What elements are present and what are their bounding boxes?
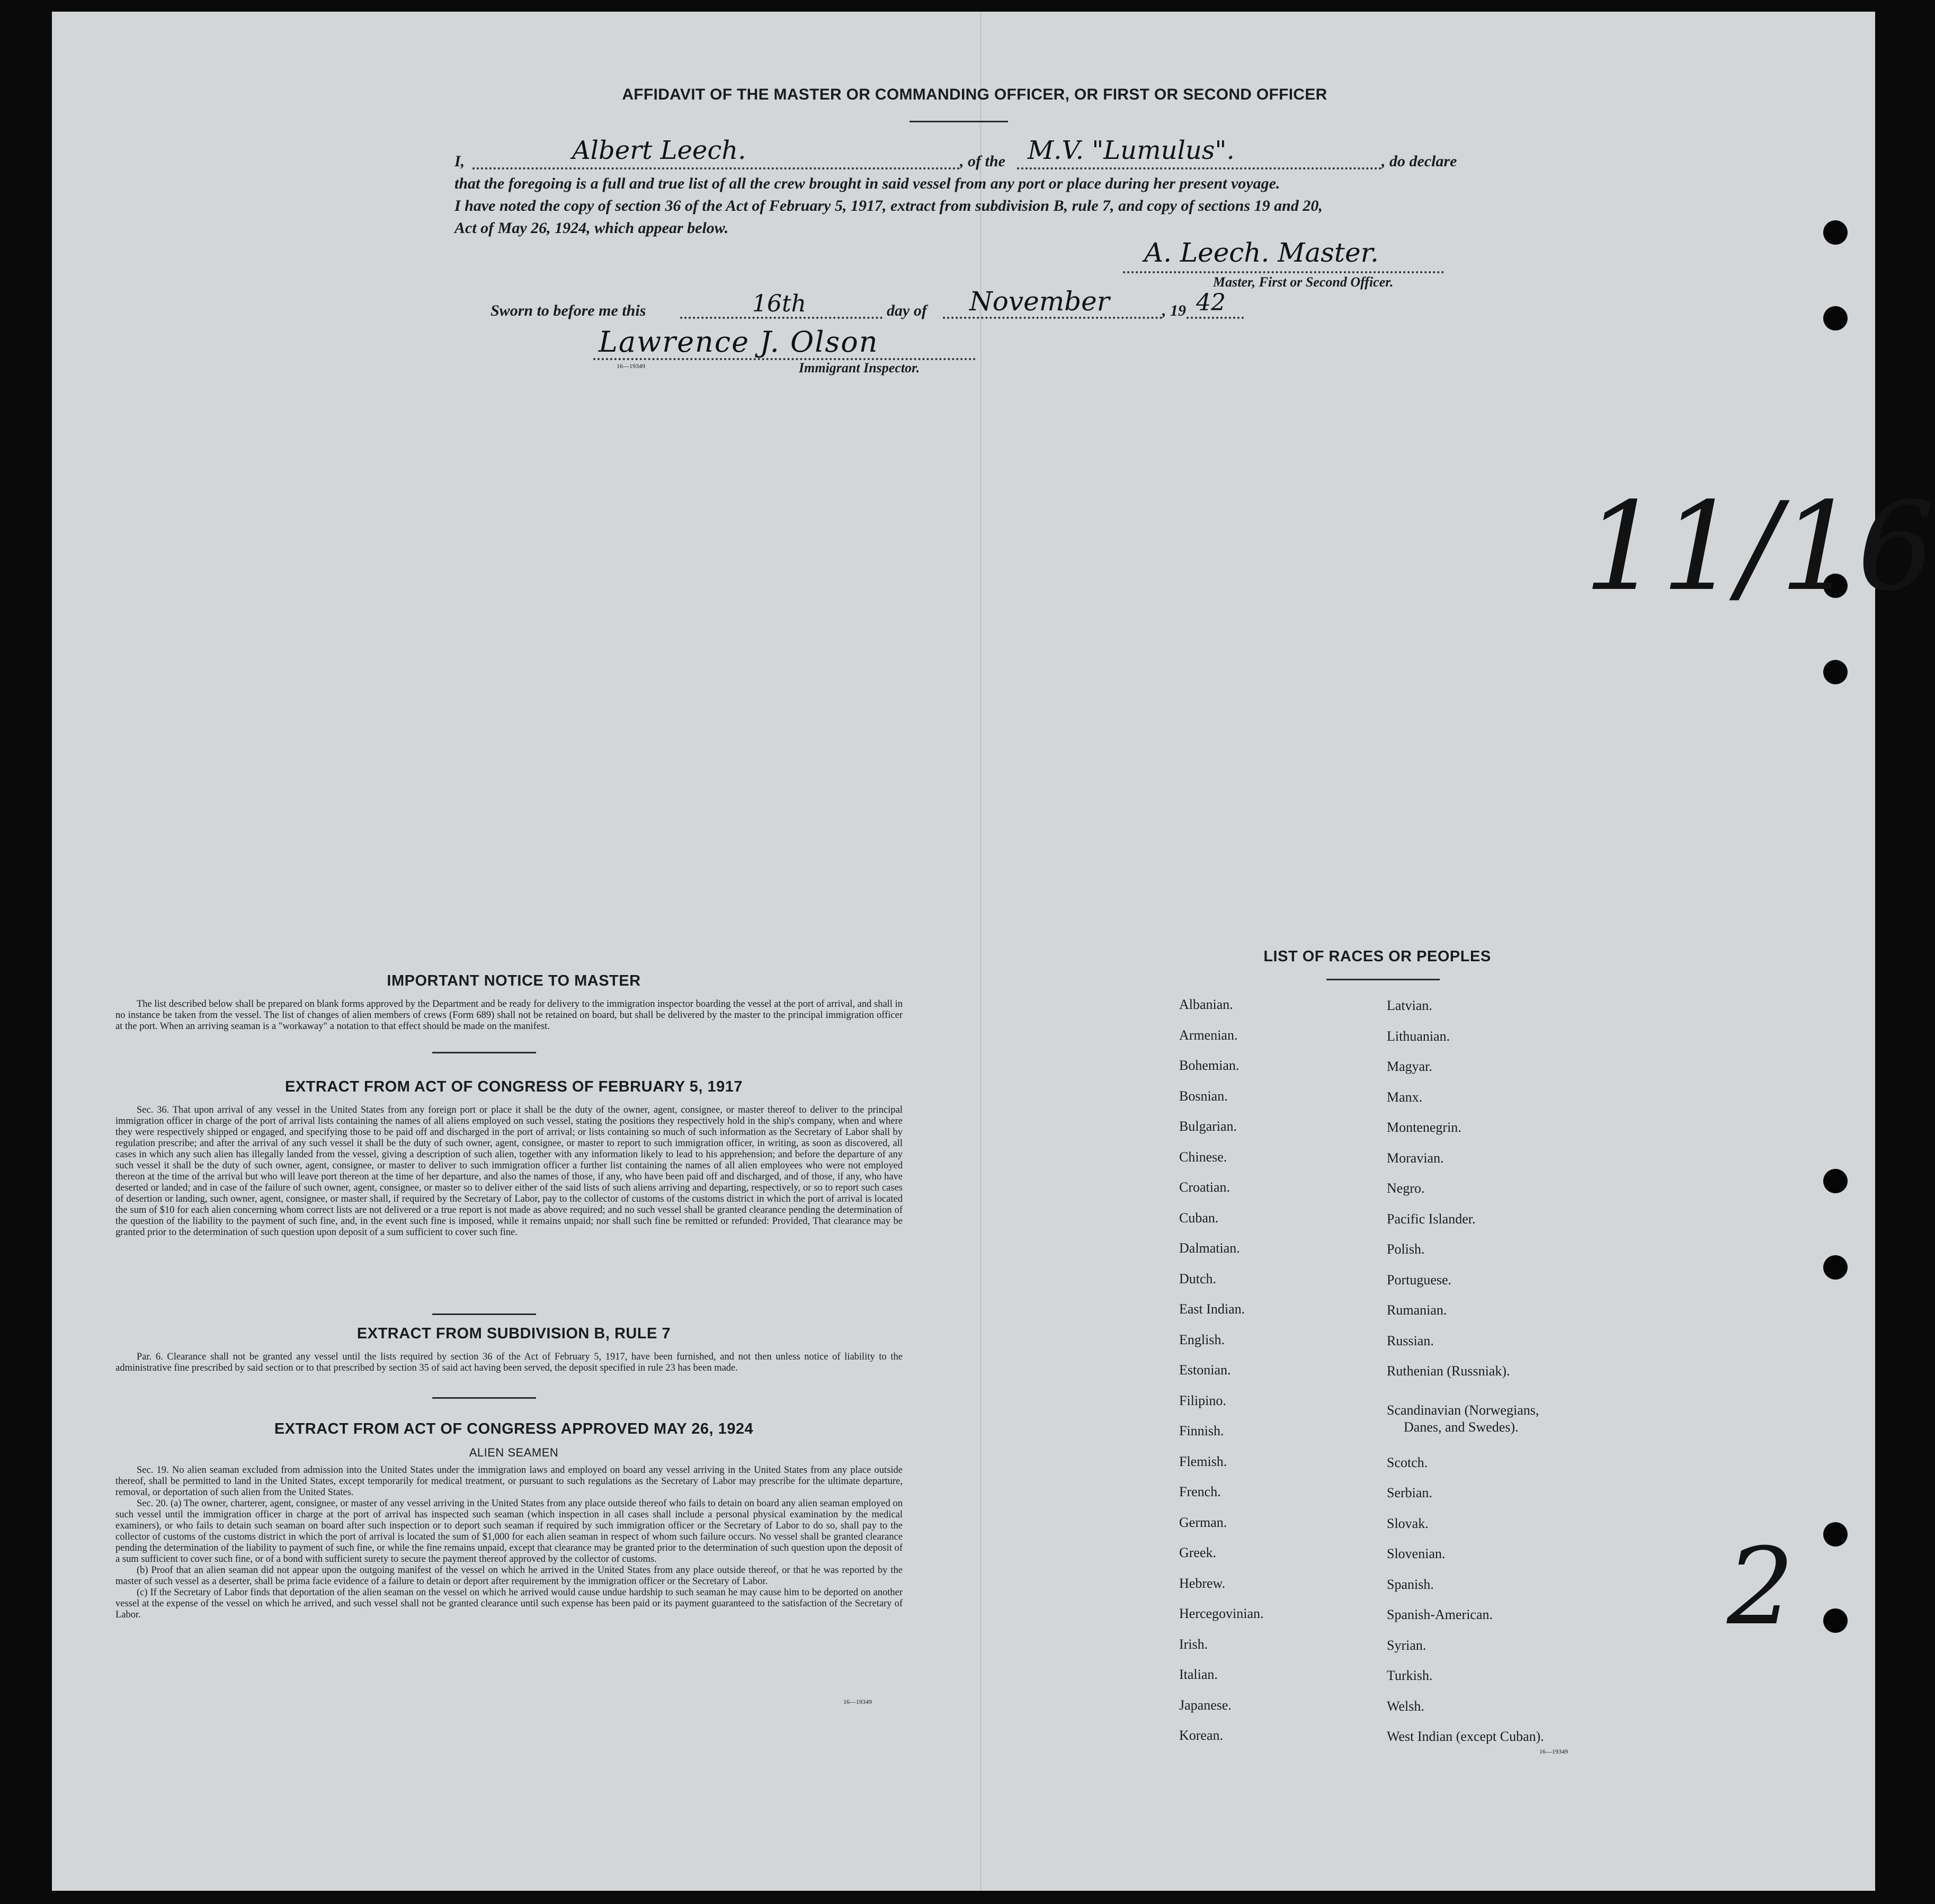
race-left-item: Greek. [1179, 1545, 1217, 1560]
race-left-item: Bulgarian. [1179, 1119, 1237, 1134]
notice-text: The list described below shall be prepared on blank forms approved by the Department and be ready for delivery to the immigration inspector boarding the vessel at the port of arrival, and shall in no instance be taken from the vessel. The list of changes of alien members of crews (Form 689) shall not be retained on board, but shall be delivered by the master to the principal immigration officer at the port. When an arriving seaman is a "workaway" a notation to that effect should be made on the manifest. [115, 999, 903, 1032]
binder-hole [1823, 1169, 1848, 1193]
race-right-item: Spanish-American. [1387, 1607, 1493, 1622]
master-signature: A. Leech. Master. [1144, 237, 1379, 268]
extract-1917-body [115, 1105, 903, 1238]
extract-1924-body [115, 1465, 903, 1621]
sworn-label: Sworn to before me this [491, 302, 646, 319]
affidavit-line-3: I have noted the copy of section 36 of the Act of February 5, 1917, extract from subdivision B, rule 7, and copy of sections 19 and 20, [454, 197, 1323, 214]
race-right-item: Syrian. [1387, 1638, 1426, 1653]
binder-hole [1823, 660, 1848, 684]
race-right-item: Slovenian. [1387, 1546, 1446, 1561]
inspector-signature: Lawrence J. Olson [599, 325, 879, 359]
section-20a-text: Sec. 20. (a) The owner, charterer, agent, consignee, or master of any vessel arriving in the United States from any place outside thereof who fails to detain on board any alien seaman employed on such vessel until the immigration officer in charge at the port of arrival has inspected such seaman (which inspection in all cases shall include a personal physical examination by the medical examiners), or who fails to detain such seaman on board after such inspection or to deport such seaman if required by such immigration officer or the Secretary of Labor to do so, shall pay to the collector of customs of the customs district in which the port of arrival is located the sum of $1,000 for each alien seaman in respect of whom such failure occurs. No vessel shall be granted clearance pending the determination of the liability to payment of such fine, or while the fine remains unpaid, except that clearance may be granted prior to the determination of such question upon the deposit of a sum sufficient to cover such fine, or of a bond with sufficient surety to secure the payment thereof approved by the collector of customs. [115, 1498, 903, 1565]
affidavit-line-4: Act of May 26, 1924, which appear below. [454, 219, 729, 237]
race-left-item: Dutch. [1179, 1271, 1217, 1286]
binder-hole [1823, 1255, 1848, 1280]
extract-1917-text: Sec. 36. That upon arrival of any vessel in the United States from any foreign port or place it shall be the duty of the owner, agent, consignee, or master thereof to deliver to the principal immigration officer in charge of the port of arrival lists containing the names of all aliens employed on such vessel, stating the positions they respectively hold in the ship's company, when and where they were respectively shipped or engaged, and specifying those to be paid off and discharged in the port of arrival; or lists containing so much of such information as the Secretary of Labor shall by regulation prescribe; and after the arrival of any such vessel it shall be the duty of such owner, agent, consignee, or master to report to such immigration officer, in writing, as soon as discovered, all cases in which any such alien has illegally landed from the vessel, giving a description of such alien, together with any information likely to lead to his apprehension; and before the departure of any such vessel it shall be the duty of such owner, agent, consignee, or master to deliver to such immigration officer a further list containing the names of all alien employees who were not employed thereon at the time of the arrival but who will leave port thereon at the time of her departure, and also the names of those, if any, who have been paid off and discharged, and of those, if any, who have deserted or landed; and in case of the failure of such owner, agent, consignee, or master so to deliver either of the said lists of such aliens arriving and departing, respectively, or so to report such cases of desertion or landing, such owner, agent, consignee, or master shall, if required by the Secretary of Labor, pay to the collector of customs of the customs district in which the port of arrival is located the sum of $10 for each alien concerning whom correct lists are not delivered or a true report is not made as above required; and no such vessel shall be granted clearance pending the determination of the question of the liability to the payment of such fine, and, in the event such fine is imposed, while it remains unpaid; nor shall such fine be remitted or refunded: Provided, That clearance may be granted prior to the determination of such question upon deposit of a sum sufficient to cover such fine. [115, 1105, 903, 1238]
sworn-year-line [1187, 317, 1244, 319]
race-left-item: Croatian. [1179, 1179, 1230, 1195]
race-right-item: Montenegrin. [1387, 1120, 1461, 1135]
master-signature-caption: Master, First or Second Officer. [1213, 274, 1394, 290]
race-left-item: Irish. [1179, 1637, 1208, 1652]
affidavit-title: AFFIDAVIT OF THE MASTER OR COMMANDING OFFICER, OR FIRST OR SECOND OFFICER [622, 86, 1327, 103]
inspector-caption: Immigrant Inspector. [799, 360, 920, 376]
race-left-item: Flemish. [1179, 1454, 1227, 1469]
i-label: I, [454, 153, 465, 170]
race-left-item: Estonian. [1179, 1362, 1231, 1378]
race-left-item: Hebrew. [1179, 1576, 1226, 1591]
section-divider [432, 1052, 536, 1053]
race-right-item: Serbian. [1387, 1485, 1432, 1500]
race-left-item: Korean. [1179, 1728, 1224, 1743]
race-left-item: Italian. [1179, 1667, 1218, 1682]
title-underline [909, 121, 1008, 122]
race-right-item: Scandinavian (Norwegians, [1387, 1402, 1539, 1418]
binder-hole [1823, 306, 1848, 330]
race-right-item: Rumanian. [1387, 1302, 1447, 1318]
race-right-item: Welsh. [1387, 1699, 1424, 1714]
vessel-name: M.V. "Lumulus". [1028, 136, 1235, 165]
race-right-item: Polish. [1387, 1241, 1425, 1257]
sworn-month: November [969, 286, 1110, 317]
sworn-year: 42 [1196, 289, 1226, 316]
races-form-number: 16—19349 [1539, 1748, 1568, 1755]
officer-name-line [472, 167, 960, 169]
race-right-item: Moravian. [1387, 1150, 1444, 1166]
race-right-item: Latvian. [1387, 998, 1432, 1013]
race-left-item: Cuban. [1179, 1210, 1219, 1226]
race-right-item: Slovak. [1387, 1516, 1429, 1531]
race-right-item: Lithuanian. [1387, 1029, 1450, 1044]
race-left-item: Bohemian. [1179, 1058, 1240, 1073]
race-right-item: Ruthenian (Russniak). [1387, 1363, 1510, 1379]
extract-rule7-heading: EXTRACT FROM SUBDIVISION B, RULE 7 [356, 1325, 671, 1342]
master-signature-line [1123, 271, 1444, 273]
officer-name: Albert Leech. [572, 136, 746, 165]
vessel-name-line [1017, 167, 1381, 169]
extract-form-number: 16—19349 [843, 1698, 872, 1705]
affidavit-form-number: 16—19349 [617, 362, 645, 370]
race-left-item: Japanese. [1179, 1697, 1232, 1713]
binder-hole [1823, 1522, 1848, 1547]
section-divider [432, 1397, 536, 1399]
race-left-item: French. [1179, 1484, 1221, 1499]
declare-label: , do declare [1381, 153, 1457, 170]
section-20c-text: (c) If the Secretary of Labor finds that deportation of the alien seaman on the vessel on which he arrived would cause undue hardship to such seaman he may cause him to be deported on another vessel at the expense of the vessel on which he arrived, and such vessel shall not be granted clearance until such expense has been paid or its payment guaranteed to the satisfaction of the Secretary of Labor. [115, 1587, 903, 1620]
race-right-item: Scotch. [1387, 1455, 1428, 1470]
extract-1917-heading: EXTRACT FROM ACT OF CONGRESS OF FEBRUARY 5, 1917 [284, 1078, 743, 1095]
race-left-item: English. [1179, 1332, 1225, 1347]
sworn-day: 16th [752, 290, 807, 317]
races-heading: LIST OF RACES OR PEOPLES [1263, 948, 1491, 965]
race-left-item: German. [1179, 1515, 1227, 1530]
race-left-item: Hercegovinian. [1179, 1606, 1264, 1621]
of-the-label: , of the [960, 153, 1005, 170]
race-left-item: East Indian. [1179, 1301, 1245, 1317]
sworn-month-line [943, 317, 1162, 319]
race-left-item: Dalmatian. [1179, 1240, 1240, 1256]
handwritten-date-mark: 11/16 [1584, 477, 1935, 618]
handwritten-page-mark: 2 [1727, 1525, 1795, 1649]
race-right-item: Portuguese. [1387, 1272, 1452, 1288]
race-right-item: Manx. [1387, 1089, 1423, 1105]
race-left-item: Filipino. [1179, 1393, 1226, 1408]
race-right-item: Danes, and Swedes). [1404, 1419, 1519, 1435]
binder-hole [1823, 220, 1848, 245]
year-prefix: , 19 [1162, 302, 1186, 319]
race-left-item: Bosnian. [1179, 1088, 1228, 1104]
race-left-item: Albanian. [1179, 997, 1233, 1012]
race-right-item: West Indian (except Cuban). [1387, 1729, 1544, 1744]
extract-1924-heading: EXTRACT FROM ACT OF CONGRESS APPROVED MAY 26, 1924 [274, 1420, 754, 1437]
section-divider [432, 1313, 536, 1315]
race-right-item: Russian. [1387, 1333, 1434, 1348]
race-right-item: Spanish. [1387, 1577, 1434, 1592]
race-left-item: Chinese. [1179, 1149, 1227, 1165]
extract-rule7-body [115, 1352, 903, 1374]
day-of-label: day of [887, 302, 927, 319]
extract-rule7-text: Par. 6. Clearance shall not be granted any vessel until the lists required by section 36 of the Act of February 5, 1917, have been furnished, and not then unless notice of liability to the administrative fine prescribed by said section or to that prescribed by section 35 of said act having been served, the deposit specified in rule 23 has been made. [115, 1352, 903, 1373]
binder-hole [1823, 1608, 1848, 1633]
race-right-item: Magyar. [1387, 1059, 1432, 1074]
races-heading-underline [1326, 979, 1440, 980]
race-right-item: Pacific Islander. [1387, 1211, 1476, 1227]
notice-heading: IMPORTANT NOTICE TO MASTER [387, 972, 641, 989]
race-right-item: Turkish. [1387, 1668, 1433, 1683]
section-20b-text: (b) Proof that an alien seaman did not appear upon the outgoing manifest of the vessel on which he arrived in the United States from any place outside thereof, or that he was reported by the master of such vessel as a deserter, shall be prima facie evidence of a failure to detain or deport after requirement by the immigration officer or the Secretary of Labor. [115, 1565, 903, 1587]
section-19-text: Sec. 19. No alien seaman excluded from admission into the United States under the immigration laws and employed on board any vessel arriving in the United States from any place outside thereof, shall be permitted to land in the United States, except temporarily for medical treatment, or pursuant to such regulations as the Secretary of Labor may prescribe for the ultimate departure, removal, or deportation of such alien from the United States. [115, 1465, 903, 1498]
race-right-item: Negro. [1387, 1181, 1425, 1196]
extract-1924-subheading: ALIEN SEAMEN [469, 1446, 559, 1459]
notice-body [115, 999, 903, 1032]
race-left-item: Armenian. [1179, 1027, 1238, 1043]
affidavit-line-2: that the foregoing is a full and true list of all the crew brought in said vessel from any port or place during her present voyage. [454, 175, 1280, 192]
race-left-item: Finnish. [1179, 1423, 1224, 1438]
